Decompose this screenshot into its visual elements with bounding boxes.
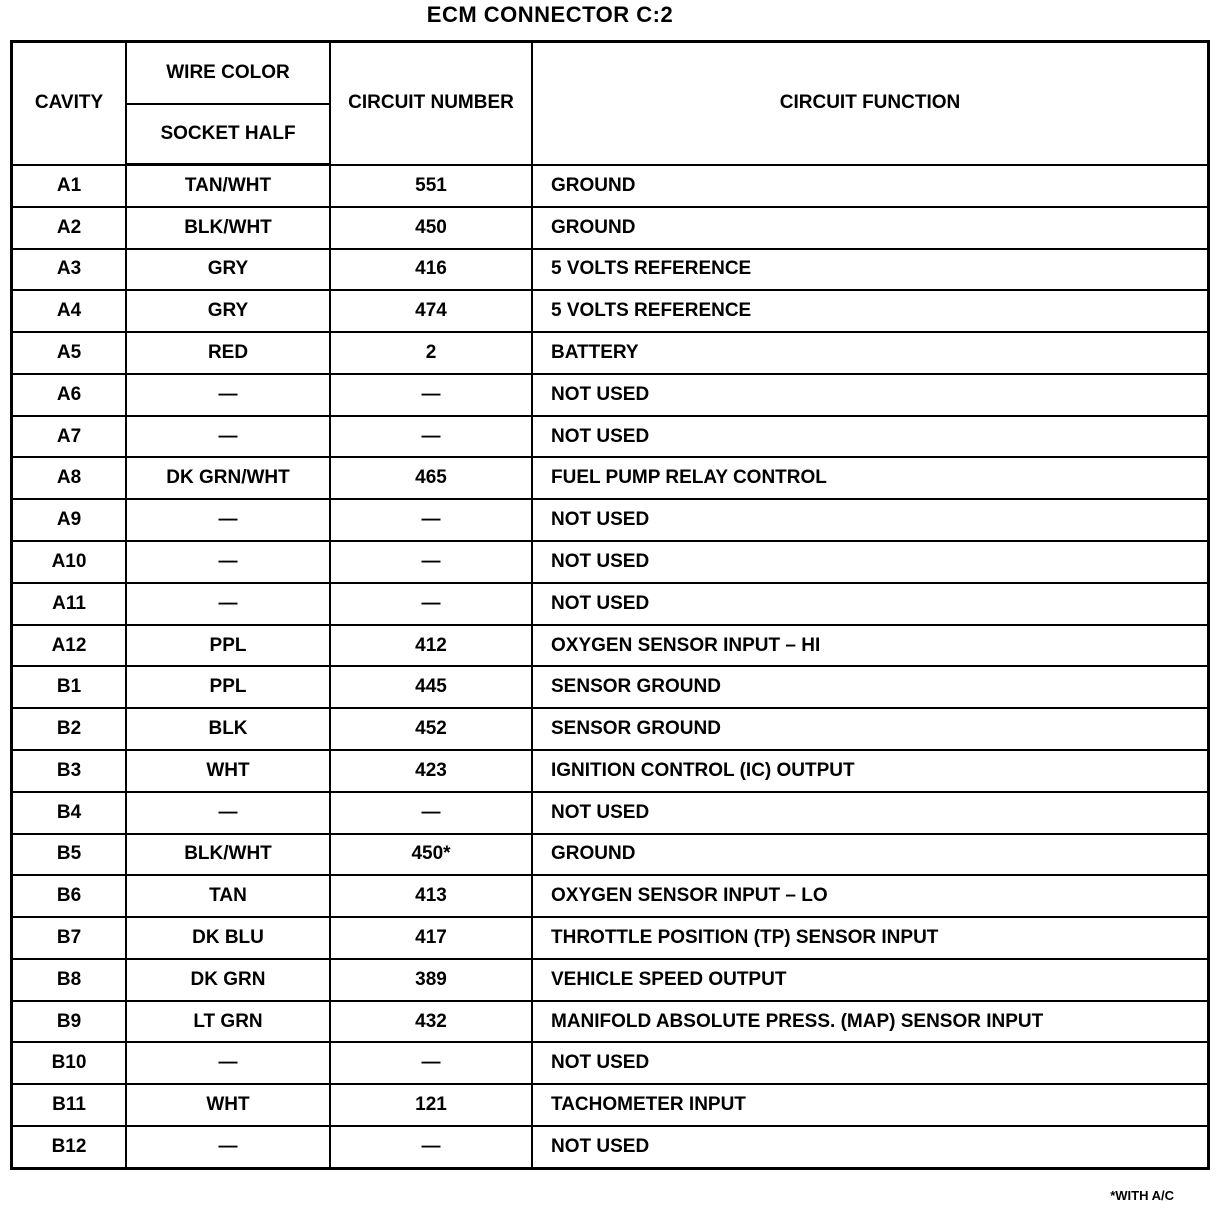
cell-wire-color: — [126,374,330,416]
cell-circuit-function: GROUND [532,165,1207,207]
table-row [13,834,1207,876]
cell-circuit-number: — [330,583,532,625]
cell-circuit-function: NOT USED [532,583,1207,625]
cell-cavity: B6 [13,875,126,917]
cell-wire-color: TAN/WHT [126,165,330,207]
table-row [13,875,1207,917]
cell-cavity: B11 [13,1084,126,1126]
cell-circuit-function: MANIFOLD ABSOLUTE PRESS. (MAP) SENSOR INPUT [532,1001,1207,1043]
cell-wire-color: — [126,416,330,458]
cell-circuit-number: 417 [330,917,532,959]
cell-circuit-number: — [330,374,532,416]
cell-circuit-number: — [330,416,532,458]
connector-table [13,43,1207,1167]
cell-cavity: A3 [13,249,126,291]
cell-cavity: B7 [13,917,126,959]
table-row [13,708,1207,750]
cell-wire-color: — [126,583,330,625]
cell-circuit-function: OXYGEN SENSOR INPUT – LO [532,875,1207,917]
cell-wire-color: — [126,499,330,541]
cell-cavity: A7 [13,416,126,458]
cell-circuit-number: 465 [330,457,532,499]
cell-wire-color: — [126,1126,330,1167]
cell-circuit-function: VEHICLE SPEED OUTPUT [532,959,1207,1001]
table-row [13,1084,1207,1126]
table-row [13,374,1207,416]
cell-circuit-number: 445 [330,666,532,708]
table-row [13,583,1207,625]
cell-circuit-function: NOT USED [532,416,1207,458]
connector-table-frame [10,40,1210,1170]
table-row [13,792,1207,834]
cell-circuit-number: 121 [330,1084,532,1126]
cell-circuit-function: GROUND [532,207,1207,249]
cell-circuit-number: 416 [330,249,532,291]
cell-wire-color: BLK [126,708,330,750]
table-row [13,207,1207,249]
table-row [13,666,1207,708]
cell-wire-color: BLK/WHT [126,207,330,249]
cell-cavity: B1 [13,666,126,708]
cell-wire-color: — [126,541,330,583]
header-cavity: CAVITY [13,43,126,165]
cell-cavity: B5 [13,834,126,876]
table-row [13,1042,1207,1084]
cell-circuit-number: 389 [330,959,532,1001]
cell-cavity: B4 [13,792,126,834]
table-row [13,917,1207,959]
cell-circuit-function: GROUND [532,834,1207,876]
cell-wire-color: RED [126,332,330,374]
cell-cavity: A5 [13,332,126,374]
cell-circuit-number: 551 [330,165,532,207]
table-row [13,541,1207,583]
table-row [13,1126,1207,1167]
cell-cavity: A1 [13,165,126,207]
cell-circuit-number: 452 [330,708,532,750]
cell-wire-color: LT GRN [126,1001,330,1043]
cell-circuit-function: NOT USED [532,541,1207,583]
cell-circuit-function: TACHOMETER INPUT [532,1084,1207,1126]
cell-circuit-function: SENSOR GROUND [532,666,1207,708]
cell-cavity: B2 [13,708,126,750]
table-row [13,290,1207,332]
cell-circuit-function: BATTERY [532,332,1207,374]
page-title: ECM CONNECTOR C:2 [426,2,674,27]
cell-wire-color: DK GRN [126,959,330,1001]
cell-circuit-number: — [330,1126,532,1167]
table-row [13,959,1207,1001]
table-row [13,625,1207,667]
cell-cavity: B8 [13,959,126,1001]
cell-cavity: B10 [13,1042,126,1084]
cell-cavity: A4 [13,290,126,332]
cell-wire-color: DK GRN/WHT [126,457,330,499]
cell-circuit-number: — [330,499,532,541]
table-row [13,249,1207,291]
cell-wire-color: PPL [126,666,330,708]
cell-circuit-number: 450* [330,834,532,876]
table-row [13,165,1207,207]
cell-circuit-function: NOT USED [532,499,1207,541]
cell-circuit-number: 423 [330,750,532,792]
cell-cavity: B9 [13,1001,126,1043]
cell-wire-color: GRY [126,290,330,332]
cell-wire-color: TAN [126,875,330,917]
cell-wire-color: PPL [126,625,330,667]
cell-cavity: A11 [13,583,126,625]
cell-wire-color: GRY [126,249,330,291]
cell-wire-color: WHT [126,1084,330,1126]
cell-cavity: A8 [13,457,126,499]
cell-cavity: A2 [13,207,126,249]
footnote: *WITH A/C [1110,1188,1174,1203]
cell-circuit-number: 2 [330,332,532,374]
cell-wire-color: DK BLU [126,917,330,959]
cell-wire-color: — [126,1042,330,1084]
cell-wire-color: BLK/WHT [126,834,330,876]
table-row [13,1001,1207,1043]
cell-cavity: A10 [13,541,126,583]
cell-circuit-number: 413 [330,875,532,917]
cell-circuit-function: SENSOR GROUND [532,708,1207,750]
cell-circuit-number: 432 [330,1001,532,1043]
cell-circuit-function: THROTTLE POSITION (TP) SENSOR INPUT [532,917,1207,959]
cell-wire-color: — [126,792,330,834]
table-row [13,499,1207,541]
cell-circuit-function: IGNITION CONTROL (IC) OUTPUT [532,750,1207,792]
cell-circuit-function: NOT USED [532,792,1207,834]
table-row [13,457,1207,499]
header-socket-half: SOCKET HALF [126,104,330,165]
header-circuit-number: CIRCUIT NUMBER [330,43,532,165]
cell-cavity: A9 [13,499,126,541]
cell-circuit-function: NOT USED [532,374,1207,416]
table-row [13,416,1207,458]
cell-circuit-function: OXYGEN SENSOR INPUT – HI [532,625,1207,667]
cell-circuit-number: 450 [330,207,532,249]
table-body [13,165,1207,1168]
cell-circuit-number: 474 [330,290,532,332]
cell-circuit-number: — [330,1042,532,1084]
cell-circuit-function: 5 VOLTS REFERENCE [532,290,1207,332]
cell-circuit-function: NOT USED [532,1126,1207,1167]
cell-circuit-number: — [330,792,532,834]
cell-cavity: B3 [13,750,126,792]
header-circuit-function: CIRCUIT FUNCTION [532,43,1207,165]
cell-circuit-number: — [330,541,532,583]
table-row [13,332,1207,374]
cell-circuit-function: 5 VOLTS REFERENCE [532,249,1207,291]
header-wire-color: WIRE COLOR [126,43,330,104]
cell-wire-color: WHT [126,750,330,792]
cell-cavity: A12 [13,625,126,667]
cell-circuit-number: 412 [330,625,532,667]
table-row [13,750,1207,792]
cell-circuit-function: FUEL PUMP RELAY CONTROL [532,457,1207,499]
cell-cavity: B12 [13,1126,126,1167]
cell-circuit-function: NOT USED [532,1042,1207,1084]
cell-cavity: A6 [13,374,126,416]
